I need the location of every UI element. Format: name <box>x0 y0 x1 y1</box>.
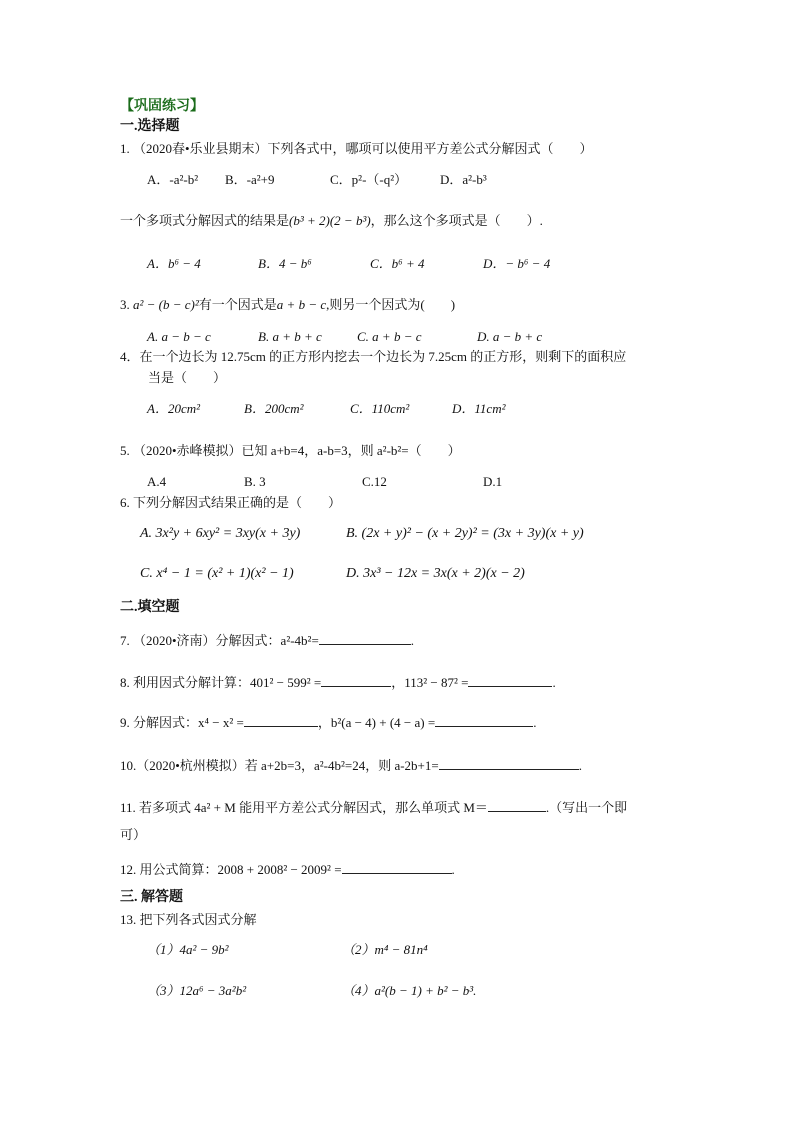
q2-option-b: B．4 − b⁶ <box>258 256 312 271</box>
question-4-line2: 当是（ ） <box>148 370 227 385</box>
q6-option-b: B. (2x + y)² − (x + 2y)² = (3x + 3y)(x + y) <box>346 526 584 541</box>
q5-option-c: C.12 <box>362 474 387 489</box>
q2-option-c: C．b⁶ + 4 <box>370 256 425 271</box>
question-2-stem: 一个多项式分解因式的结果是(b³ + 2)(2 − b³)，那么这个多项式是（ ）. <box>120 213 543 228</box>
question-5-stem: 5. （2020•赤峰模拟）已知 a+b=4，a-b=3，则 a²-b²=（ ） <box>120 443 461 458</box>
section-answer-heading: 三. 解答题 <box>120 890 183 905</box>
q10-answer-blank <box>439 757 579 770</box>
q4-option-d: D．11cm² <box>452 401 506 416</box>
q6-option-d: D. 3x³ − 12x = 3x(x + 2)(x − 2) <box>346 566 525 581</box>
q8-answer-blank-2 <box>468 674 552 687</box>
q4-option-c: C．110cm² <box>350 401 410 416</box>
q1-option-c: C．p²-（-q²） <box>330 172 408 187</box>
q4-option-a: A．20cm² <box>147 401 200 416</box>
q13-part-2: （2）m⁴ − 81n⁴ <box>342 942 428 957</box>
q8-answer-blank-1 <box>321 674 391 687</box>
q3-option-c: C. a + b − c <box>357 329 422 344</box>
question-11-line2: 可） <box>120 827 147 842</box>
section-choice-heading: 一.选择题 <box>120 119 180 134</box>
q5-option-d: D.1 <box>483 474 503 489</box>
q1-option-d: D．a²-b³ <box>440 172 487 187</box>
q2-option-a: A．b⁶ − 4 <box>147 256 201 271</box>
q12-answer-blank <box>342 861 452 874</box>
question-10: 10.（2020•杭州模拟）若 a+2b=3，a²-4b²=24，则 a-2b+1= . <box>120 758 582 773</box>
q3-option-d: D. a − b + c <box>477 329 543 344</box>
q13-part-1: （1）4a² − 9b² <box>147 942 229 957</box>
q5-option-a: A.4 <box>147 474 167 489</box>
q3-option-a: A. a − b − c <box>147 329 211 344</box>
q9-answer-blank-1 <box>244 714 318 727</box>
question-13-stem: 13. 把下列各式因式分解 <box>120 912 257 927</box>
q11-answer-blank <box>488 799 546 812</box>
q13-part-3: （3）12a⁶ − 3a²b² <box>147 983 247 998</box>
question-9: 9. 分解因式：x⁴ − x² = ，b²(a − 4) + (4 − a) = . <box>120 715 537 730</box>
question-1-stem: 1. （2020春•乐业县期末）下列各式中，哪项可以使用平方差公式分解因式（ ） <box>120 141 593 156</box>
section-fill-heading: 二.填空题 <box>120 600 180 615</box>
question-4-line1: 4．在一个边长为 12.75cm 的正方形内挖去一个边长为 7.25cm 的正方形，则剩下的面积应 <box>120 349 627 364</box>
question-3-stem: 3. a² − (b − c)²有一个因式是a + b − c,则另一个因式为( ) <box>120 297 456 312</box>
q7-answer-blank <box>319 632 411 645</box>
question-6-stem: 6. 下列分解因式结果正确的是（ ） <box>120 495 342 510</box>
q4-option-b: B．200cm² <box>244 401 304 416</box>
q9-answer-blank-2 <box>435 714 533 727</box>
question-7: 7. （2020•济南）分解因式：a²-4b²= . <box>120 633 415 648</box>
q1-option-a: A．-a²-b² <box>147 172 199 187</box>
q6-option-c: C. x⁴ − 1 = (x² + 1)(x² − 1) <box>140 566 294 581</box>
q3-option-b: B. a + b + c <box>258 329 322 344</box>
q5-option-b: B. 3 <box>244 474 266 489</box>
q1-option-b: B．-a²+9 <box>225 172 275 187</box>
question-12: 12. 用公式简算：2008 + 2008² − 2009² = . <box>120 862 455 877</box>
q6-option-a: A. 3x²y + 6xy² = 3xy(x + 3y) <box>140 526 301 541</box>
q13-part-4: （4）a²(b − 1) + b² − b³. <box>342 983 477 998</box>
q2-option-d: D．− b⁶ − 4 <box>483 256 551 271</box>
consolidate-heading: 【巩固练习】 <box>120 99 204 114</box>
question-11-line1: 11. 若多项式 4a² + M 能用平方差公式分解因式，那么单项式 M＝ .（写出一个即 <box>120 800 628 815</box>
question-8: 8. 利用因式分解计算：401² − 599² = ，113² − 87² = . <box>120 675 556 690</box>
